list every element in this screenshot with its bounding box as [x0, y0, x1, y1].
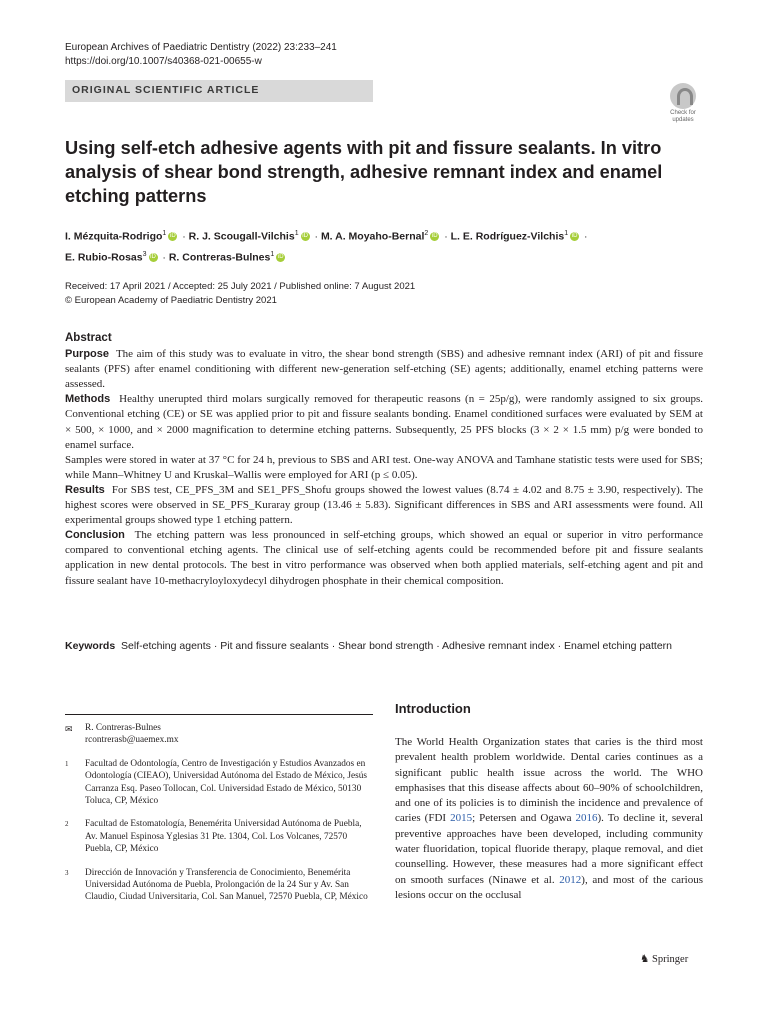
- affiliation: [65, 867, 373, 904]
- conclusion-text: The etching pattern was less pronounced in self-etching groups, which showed an equal or superior in vitro performance compared to conventional etching agents. The clinical use of self-etching agents could be recommended before pit and fissure sealants application in new dental protocols. The best in vitro performance was observed when both applied materials, self-etching agent and pit and fissure sealant have 10-methacryloyloxydecyl dihydrogen phosphate in their chemical composition.: [65, 529, 703, 587]
- affiliation-text: Dirección de Innovación y Transferencia de Conocimiento, Benemérita Universidad Autónoma de Puebla, Prolongación de la 24 Sur y Av. San Claudio, Ciudad Universitaria, Col. San Manuel, 72570 Puebla, CP, México: [85, 867, 368, 903]
- author-name[interactable]: I. Mézquita-Rodrigo: [65, 230, 163, 243]
- correspondence-name: R. Contreras-Bulnes: [85, 723, 161, 733]
- footnotes: [65, 722, 373, 915]
- abstract-methods-2: Samples were stored in water at 37 °C for 24 h, previous to SBS and ARI test. One-way ANOVA and Tamhane statistic tests were used for SBS; while Mann–Whitney U and Kruskal–Wallis were employed for ARI (p ≤ 0.05).: [65, 453, 703, 481]
- keywords-text: Self-etching agents · Pit and fissure sealants · Shear bond strength · Adhesive remnant index · Enamel etching pattern: [121, 640, 673, 652]
- orcid-icon[interactable]: iD: [277, 253, 284, 260]
- affiliation-marker: 1: [270, 250, 275, 258]
- citation-link[interactable]: 2016: [575, 812, 598, 825]
- envelope-icon: ✉: [65, 724, 73, 734]
- author-name[interactable]: R. Contreras-Bulnes: [168, 251, 271, 263]
- author-list: I. Mézquita-Rodrigo$^1$ iD · R. J. Scougall-Vilchis$^1$ iD · M. A. Moyaho-Bernal$^2$ iD · L. E. Rodríguez-Vilchis$^1$ iD · E. Rubio-Rosas$^3$ iD · R. Contreras-Bulnes$^1$ iD: [65, 230, 588, 263]
- affiliation-marker: 3: [142, 250, 147, 258]
- orcid-icon[interactable]: iD: [150, 253, 156, 260]
- intro-text: ), and most of the carious lesions occur on the occlusal: [395, 873, 703, 901]
- check-for-updates-badge[interactable]: [663, 83, 703, 123]
- article-type: ORIGINAL SCIENTIFIC ARTICLE: [72, 84, 260, 96]
- author-name[interactable]: L. E. Rodríguez-Vilchis: [450, 230, 565, 243]
- article-title: Using self-etch adhesive agents with pit and fissure sealants. In vitro analysis of shear bond strength, adhesive remnant index and enamel etching patterns: [65, 138, 663, 206]
- badge-line-1: Check for: [670, 110, 696, 116]
- affiliation-marker: 1: [294, 230, 299, 237]
- affiliation-marker: 1: [564, 230, 569, 237]
- affiliation-marker: 2: [424, 230, 429, 237]
- purpose-label: Purpose: [65, 348, 110, 361]
- orcid-icon[interactable]: iD: [431, 233, 438, 240]
- author-name[interactable]: E. Rubio-Rosas: [65, 251, 143, 263]
- conclusion-label: Conclusion: [65, 529, 125, 542]
- journal-line: European Archives of Paediatric Dentistry (2022) 23:233–241: [65, 42, 337, 53]
- orcid-icon[interactable]: iD: [302, 233, 308, 240]
- affiliation: [65, 758, 373, 808]
- orcid-icon[interactable]: iD: [169, 233, 176, 240]
- author-name[interactable]: M. A. Moyaho-Bernal: [320, 230, 425, 243]
- intro-text: The World Health Organization states that caries is the third most prevalent health problem worldwide. Dental caries continues as a significant public health issue across the world. The WHO emphasises that this disease affects about 60–90% of schoolchildren, and one of its policies is to diminish the incidence and prevalence of caries (FDI: [395, 736, 703, 825]
- copyright-line: © European Academy of Paediatric Dentistry 2021: [65, 294, 277, 306]
- keywords-label: Keywords: [65, 640, 116, 652]
- abstract-conclusion: [65, 528, 703, 588]
- citation-link[interactable]: 2012: [559, 873, 582, 886]
- keywords: [65, 638, 705, 654]
- citation-link[interactable]: 2015: [450, 812, 473, 825]
- abstract: [65, 331, 703, 589]
- purpose-text: The aim of this study was to evaluate in vitro, the shear bond strength (SBS) and adhesive remnant index (ARI) of pit and fissure sealants (PFS) after enamel conditioning with different new-generation self-etching (SE) agents; additionally, enamel etching patterns were assessed.: [65, 348, 703, 391]
- methods-text: Healthy unerupted third molars surgically removed for therapeutic reasons (n = 25p/g), were randomly assigned to six groups. Conventional etching (CE) or SE was applied prior to pit and fissure sealants bonding. Enamel conditioned surfaces were evaluated by SEM at × 500, × 1000, and × 2000 magnification to determine etching patterns. Subsequently, 25 PFS blocks (3 × 2 × 1.5 mm) p/g were bonded to enamel surface.: [65, 393, 703, 451]
- abstract-purpose: [65, 347, 703, 392]
- footnote-divider: [65, 714, 373, 715]
- affiliation-number: 1: [65, 759, 69, 768]
- check-for-updates-icon: [670, 83, 696, 109]
- affiliation-text: Facultad de Estomatología, Benemérita Universidad Autónoma de Puebla, Av. Manuel Espinosa Yglesias 31 Pte. 1304, Col. Los Volcanes, 72570 Puebla, CP, México: [85, 819, 362, 855]
- abstract-results: [65, 483, 703, 528]
- orcid-icon[interactable]: iD: [571, 233, 578, 240]
- affiliation: [65, 818, 373, 855]
- affiliation-number: 2: [65, 820, 69, 829]
- affiliation-marker: 1: [162, 230, 167, 237]
- methods-label: Methods: [65, 393, 111, 406]
- author-name[interactable]: R. J. Scougall-Vilchis: [188, 230, 295, 243]
- introduction-heading: Introduction: [395, 701, 471, 716]
- publication-dates: [65, 280, 415, 307]
- dates-line: Received: 17 April 2021 / Accepted: 25 July 2021 / Published online: 7 August 2021: [65, 281, 416, 292]
- correspondence-email[interactable]: rcontrerasb@uaemex.mx: [85, 735, 179, 746]
- springer-horse-icon: ♞: [640, 954, 650, 965]
- abstract-methods: [65, 392, 703, 452]
- doi-link[interactable]: https://doi.org/10.1007/s40368-021-00655-w: [65, 56, 262, 67]
- publisher-logo: [640, 953, 688, 965]
- results-text: For SBS test, CE_PFS_3M and SE1_PFS_Shofu groups showed the lowest values (8.74 ± 4.02 and 8.75 ± 3.90, respectively). The highest scores were observed in SE_PFS_Kuraray group (13.46 ± 5.83). Significant differences in SBS and ARI assessments were found. All experimental groups showed type 1 etching pattern.: [65, 483, 704, 527]
- correspondence: [65, 722, 373, 747]
- results-label: Results: [65, 483, 105, 496]
- publisher-name: Springer: [652, 954, 689, 965]
- intro-text: ; Petersen and Ogawa: [472, 812, 576, 825]
- journal-citation: [65, 41, 337, 69]
- intro-text: ). To decline it, several preventive approaches have been developed, including community water fluoridation, topical fluoride therapy, plaque removal, and diet counselling. However, these measures had a more significant effect on smooth surfaces (Ninawe et al.: [395, 812, 703, 886]
- introduction-body: [395, 735, 703, 903]
- affiliation-text: Facultad de Odontología, Centro de Investigación y Estudios Avanzados en Odontología (CIEAO), Universidad Autónoma del Estado de México, Jesús Carranza Esq. Paseo Tollocan, Col. Universidad Estado de México, 50130 Toluca, CP, México: [85, 758, 367, 807]
- abstract-heading: Abstract: [65, 332, 112, 344]
- badge-line-2: updates: [672, 116, 694, 123]
- affiliation-number: 3: [65, 868, 69, 877]
